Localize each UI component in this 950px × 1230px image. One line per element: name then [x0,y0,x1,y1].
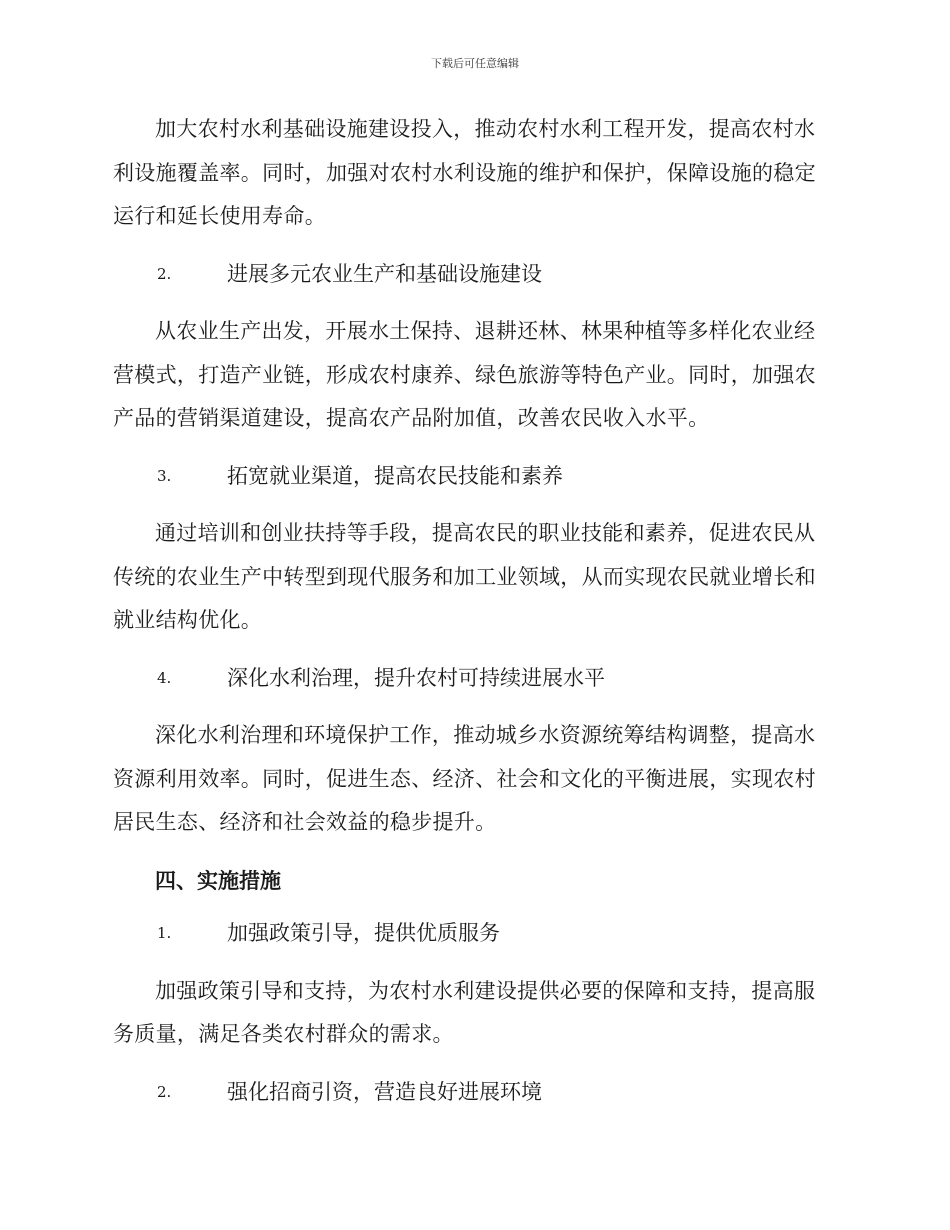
list-item-text: 加强政策引导，提供优质服务 [227,921,500,945]
list-number: 4. [157,668,172,687]
paragraph: 深化水利治理和环境保护工作，推动城乡水资源统筹结构调整，提高水资源利用效率。同时，促进生态、经济、社会和文化的平衡进展，实现农村居民生态、经济和社会效益的稳步提升。 [113,723,816,834]
list-item [113,657,831,701]
list-item-text: 拓宽就业渠道，提高农民技能和素养 [227,463,563,488]
list-item [113,253,831,297]
list-item [113,1071,831,1115]
paragraph: 加大农村水利基础设施建设投入，推动农村水利工程开发，提高农村水利设施覆盖率。同时，加强对农村水利设施的维护和保护，保障设施的稳定运行和延长使用寿命。 [113,117,816,228]
list-item-text: 深化水利治理，提升农村可持续进展水平 [227,665,605,690]
list-item-text: 强化招商引资，营造良好进展环境 [227,1079,542,1104]
list-number: 2. [157,264,172,283]
paragraph: 从农业生产出发，开展水土保持、退耕还林、林果种植等多样化农业经营模式，打造产业链，形成农村康养、绿色旅游等特色产业。同时，加强农产品的营销渠道建设，提高农产品附加值，改善农民收入水平。 [113,319,816,430]
list-item [113,455,831,499]
list-item [113,912,831,956]
list-number: 3. [157,466,172,485]
list-item-text: 进展多元农业生产和基础设施建设 [227,261,542,286]
list-number: 2. [157,1082,172,1101]
page-header: 下载后可任意编辑 [431,57,519,70]
document-body [113,108,831,1128]
section-heading: 四、实施措施 [155,867,281,893]
paragraph: 加强政策引导和支持，为农村水利建设提供必要的保障和支持，提高服务质量，满足各类农村群众的需求。 [113,978,816,1046]
list-number: 1. [157,924,172,942]
paragraph: 通过培训和创业扶持等手段，提高农民的职业技能和素养，促进农民从传统的农业生产中转型到现代服务和加工业领域，从而实现农民就业增长和就业结构优化。 [113,521,816,632]
